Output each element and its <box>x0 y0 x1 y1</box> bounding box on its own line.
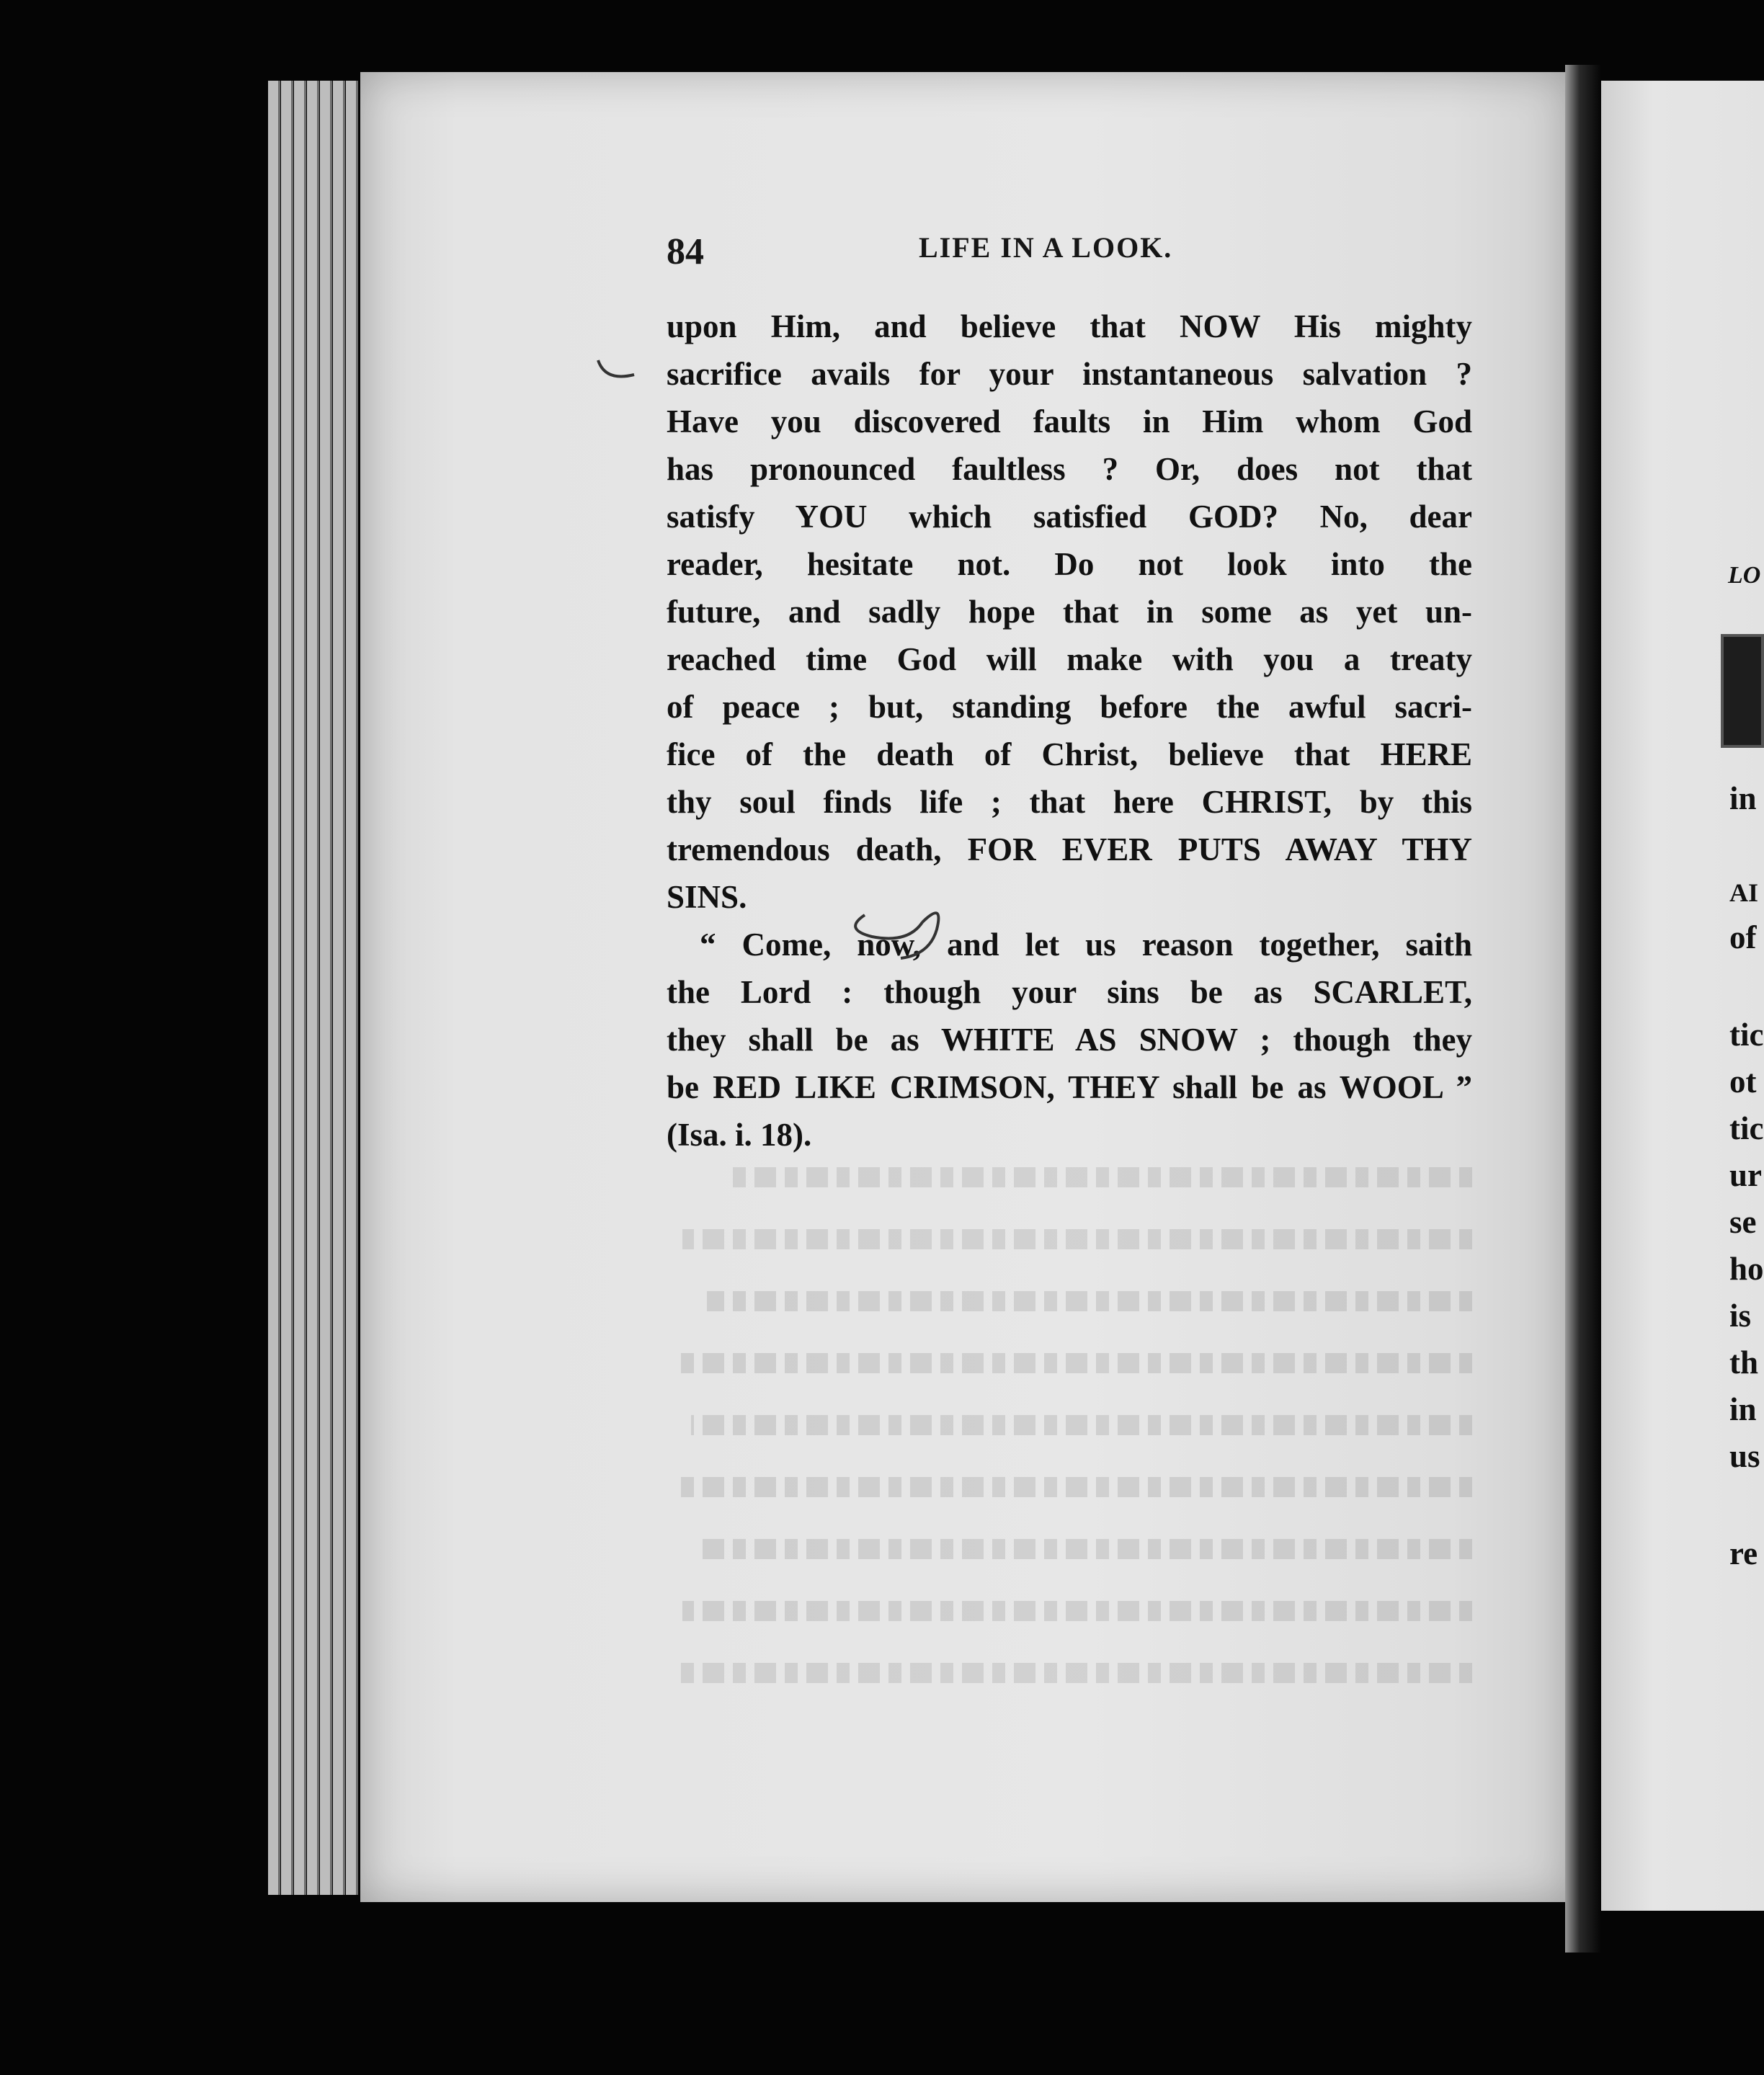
right-page-word-fragment: th <box>1729 1344 1759 1380</box>
page-edge <box>307 81 319 1895</box>
right-page-word-fragment: tic <box>1729 1110 1764 1146</box>
text-line: thy soul finds life ; that here CHRIST, by this <box>667 784 1472 820</box>
bleed-through-text <box>667 1153 1472 1710</box>
pencil-squiggle <box>843 886 958 965</box>
quote-line: “ Come, now, and let us reason together, saith <box>700 927 1472 963</box>
text-line: upon Him, and believe that NOW His mighty <box>667 308 1472 344</box>
quote-line: they shall be as WHITE AS SNOW ; though they <box>667 1022 1472 1058</box>
body-text <box>667 303 1472 1159</box>
page-edge <box>320 81 332 1895</box>
book-gutter <box>1565 65 1601 1953</box>
page-edge <box>268 81 280 1895</box>
bleed-through-line <box>667 1663 1472 1710</box>
right-page-word-fragment: in <box>1729 780 1757 816</box>
text-line: satisfy YOU which satisfied GOD? No, dear <box>667 499 1472 535</box>
text-line: fice of the death of Christ, believe that HERE <box>667 736 1472 772</box>
text-line: reader, hesitate not. Do not look into the <box>667 546 1472 582</box>
quote-line: be RED LIKE CRIMSON, THEY shall be as WOOL ” <box>667 1069 1472 1105</box>
page-number: 84 <box>667 231 704 272</box>
page-edge <box>346 81 358 1895</box>
right-page-word-fragment: ho <box>1729 1251 1764 1287</box>
right-page-word-fragment: ot <box>1729 1063 1757 1099</box>
bleed-through-line <box>667 1601 1472 1648</box>
citation-line: (Isa. i. 18). <box>667 1117 812 1153</box>
right-page-word-fragment: is <box>1729 1298 1752 1334</box>
right-page-word-fragment: se <box>1729 1204 1757 1240</box>
running-title: LIFE IN A LOOK. <box>919 231 1173 264</box>
right-page-word-fragment: AI <box>1729 878 1759 907</box>
pencil-mark <box>591 353 649 396</box>
right-page-word-fragment: tic <box>1729 1017 1764 1053</box>
text-line: sacrifice avails for your instantaneous salvation ? <box>667 356 1472 392</box>
right-page-word-fragment: us <box>1729 1438 1760 1474</box>
bleed-through-line <box>667 1353 1472 1401</box>
bleed-through-line <box>667 1229 1472 1277</box>
bleed-through-line <box>667 1477 1472 1525</box>
right-page-word-fragment: of <box>1729 919 1757 955</box>
page-edge <box>281 81 293 1895</box>
right-page-header-fragment: LO <box>1728 562 1761 589</box>
page-edge <box>294 81 306 1895</box>
right-page-word-fragment: ur <box>1729 1157 1762 1193</box>
bleed-through-line <box>667 1167 1472 1215</box>
bleed-through-line <box>667 1291 1472 1339</box>
text-line: future, and sadly hope that in some as yet un- <box>667 594 1472 630</box>
text-line: SINS. <box>667 879 747 915</box>
bleed-through-line <box>667 1415 1472 1463</box>
drop-cap-initial <box>1721 634 1764 748</box>
text-line: Have you discovered faults in Him whom God <box>667 403 1472 439</box>
right-page <box>1601 81 1764 1911</box>
text-line: tremendous death, FOR EVER PUTS AWAY THY <box>667 831 1472 867</box>
text-line: has pronounced faultless ? Or, does not that <box>667 451 1472 487</box>
page-edge <box>333 81 345 1895</box>
quote-line: the Lord : though your sins be as SCARLET, <box>667 974 1472 1010</box>
right-page-word-fragment: re <box>1729 1535 1758 1571</box>
text-line: reached time God will make with you a treaty <box>667 641 1472 677</box>
text-line: of peace ; but, standing before the awful sacri- <box>667 689 1472 725</box>
right-page-word-fragment: in <box>1729 1391 1757 1427</box>
bleed-through-line <box>667 1539 1472 1587</box>
